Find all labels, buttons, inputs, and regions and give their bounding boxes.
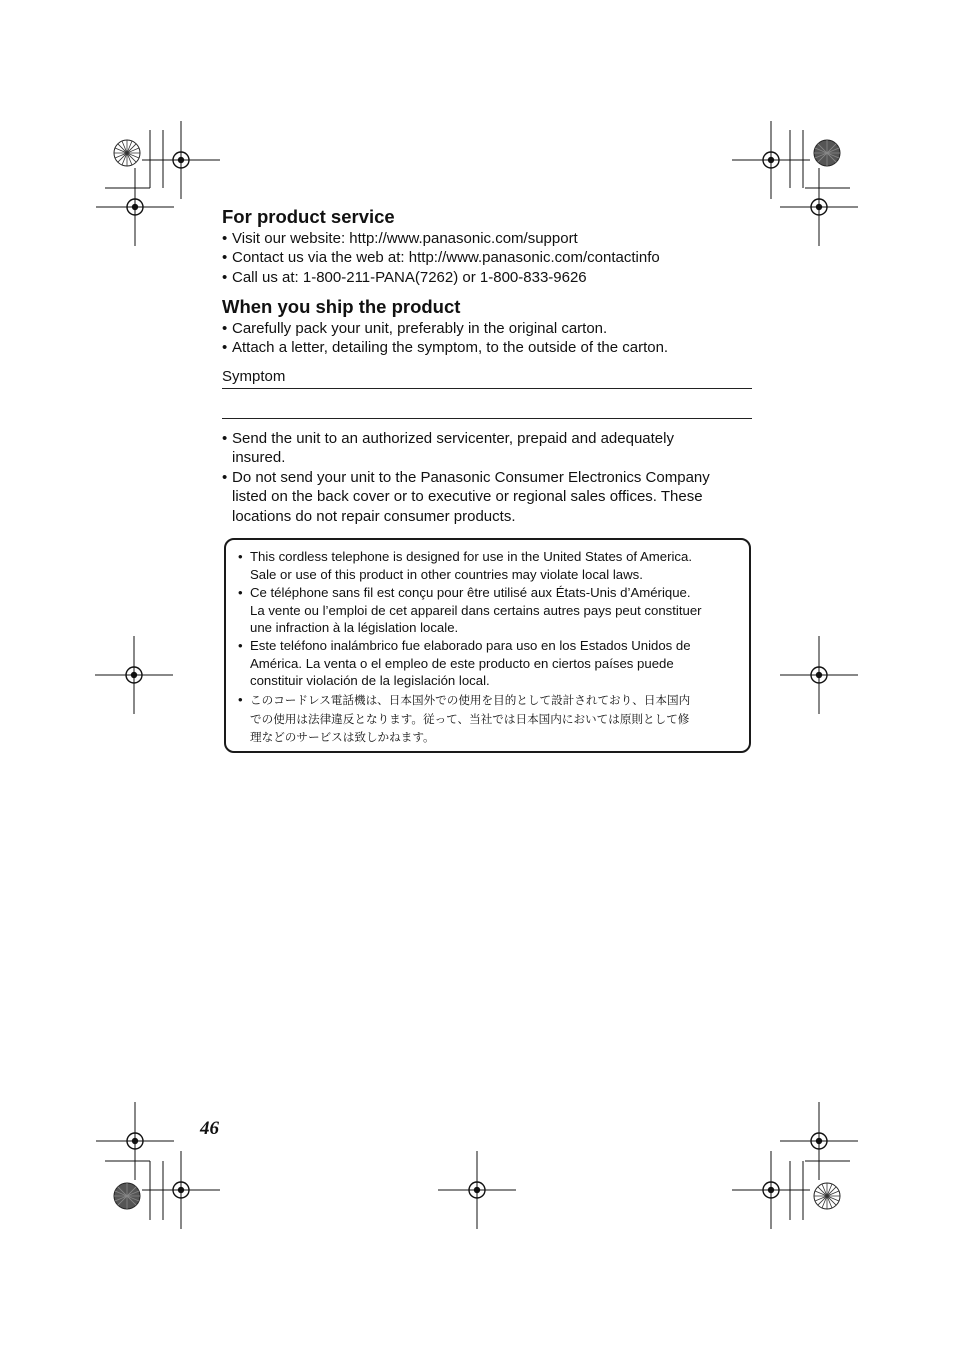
symptom-line-2: [222, 418, 752, 419]
service-item-phone: • Call us at: 1-800-211-PANA(7262) or 1-800-833-9626: [222, 269, 587, 286]
notice-item-spanish: • Este teléfono inalámbrico fue elaborado para uso en los Estados Unidos de América. La venta o el empleo de este producto en ciertos países puede constituir violación de la legislación local.: [238, 638, 691, 689]
ship-heading: When you ship the product: [222, 296, 461, 317]
symptom-label: Symptom: [222, 368, 286, 385]
notice-item-japanese: • このコードレス電話機は、日本国外での使用を目的として設計されており、日本国内 での使用は法律違反となります。従って、当社では日本国内においては原則として修 理などのサービスは致しかねます。: [238, 692, 691, 744]
notice-item-french: • Ce téléphone sans fil est conçu pour être utilisé aux États-Unis d’Amérique. La vente ou l’emploi de cet appareil dans certains autres pays peut constituer une infraction à la législation locale.: [238, 585, 702, 636]
ship-item-authorized: • Send the unit to an authorized servicenter, prepaid and adequately insured.: [222, 430, 674, 467]
ship-item-letter: • Attach a letter, detailing the symptom, to the outside of the carton.: [222, 339, 669, 356]
ship-item-pack: • Carefully pack your unit, preferably in the original carton.: [222, 320, 608, 337]
service-item-website: • Visit our website: http://www.panasonic.com/support: [222, 230, 578, 247]
service-item-web-contact: • Contact us via the web at: http://www.panasonic.com/contactinfo: [222, 249, 660, 266]
service-heading: For product service: [222, 206, 395, 227]
ship-item-do-not-send: • Do not send your unit to the Panasonic Consumer Electronics Company listed on the back cover or to executive or regional sales offices. These locations do not repair consumer products.: [222, 469, 710, 525]
symptom-line-1: [222, 388, 752, 389]
notice-item-english: • This cordless telephone is designed for use in the United States of America. Sale or use of this product in other countries may violate local laws.: [238, 549, 693, 582]
page-number: 46: [200, 1118, 219, 1139]
